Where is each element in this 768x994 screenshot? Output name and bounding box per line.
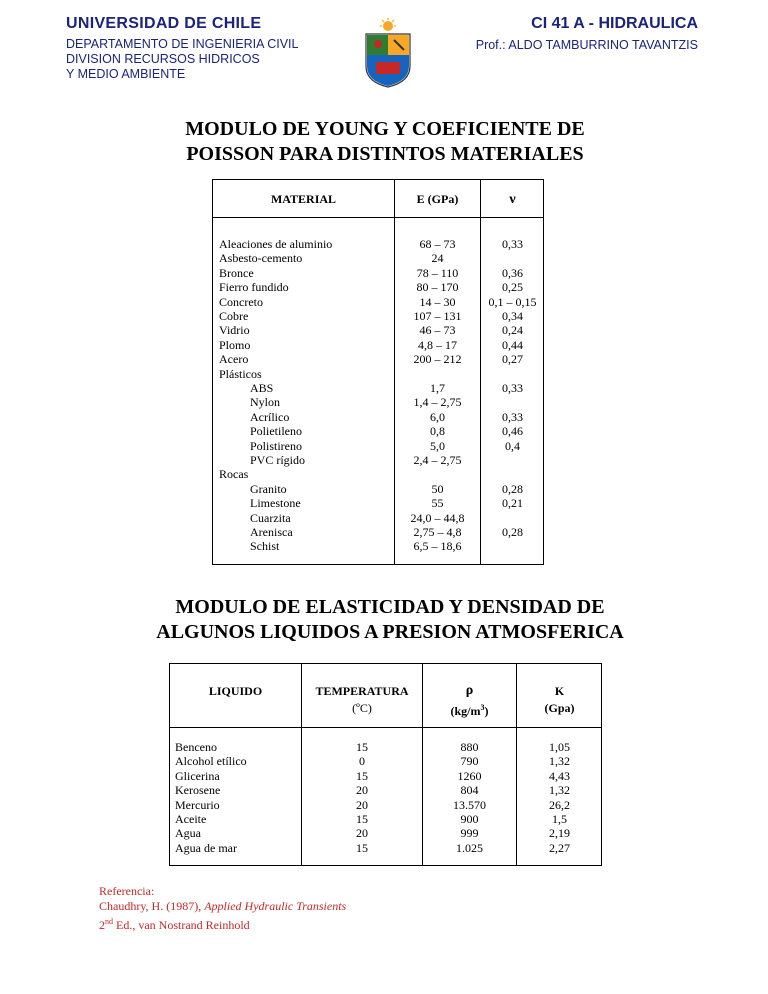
nu-cell: 0,4 (505, 438, 520, 453)
liquid-cell: Kerosene (175, 783, 221, 798)
liquid-cell: Benceno (175, 740, 217, 754)
reference-citation (99, 899, 346, 914)
temperature-unit: (ºC) (352, 701, 372, 715)
material-column-header: MATERIAL (270, 192, 337, 206)
density-cell: 13.570 (453, 797, 486, 812)
nu-cell: 0,25 (502, 280, 523, 295)
density-cell: 790 (460, 754, 479, 769)
nu-cell: 0,28 (502, 481, 523, 496)
bulk-modulus-cell: 1,05 (549, 740, 570, 754)
table1-title-line1: MODULO DE YOUNG Y COEFICIENTE DE (185, 118, 585, 140)
density-cell: 1.025 (456, 840, 483, 855)
material-cell: Arenisca (250, 525, 293, 539)
temperature-cell: 15 (356, 740, 368, 754)
header-divider (213, 217, 543, 218)
university-crest-icon (360, 18, 416, 88)
e-cell: 46 – 73 (419, 323, 456, 338)
temperature-label: TEMPERATURA (315, 684, 409, 698)
density-column-header (423, 684, 516, 718)
e-cell: 200 – 212 (413, 352, 462, 367)
e-cell: 4,8 – 17 (418, 337, 457, 352)
nu-cell: 0,33 (502, 237, 523, 251)
material-cell: Aleaciones de aluminio (219, 237, 333, 251)
material-cell: Plásticos (219, 366, 262, 381)
material-cell: Nylon (250, 395, 280, 410)
liquid-column-header: LIQUIDO (208, 684, 263, 698)
density-cell: 880 (460, 740, 479, 754)
material-cell: Asbesto-cemento (219, 251, 303, 266)
e-cell: 55 (431, 496, 444, 511)
density-cell: 804 (460, 783, 479, 798)
liquid-cell: Alcohol etílico (175, 754, 247, 769)
temperature-cell: 20 (356, 783, 368, 798)
temperature-cell: 20 (356, 797, 368, 812)
bulk-modulus-cell: 2,27 (549, 840, 570, 855)
reference-author: Chaudhry, H. (1987), (99, 899, 205, 913)
material-cell: Acrílico (250, 409, 290, 424)
material-cell: Rocas (219, 467, 249, 482)
bulk-modulus-cell: 2,19 (549, 826, 570, 841)
nu-cell: 0,46 (502, 424, 523, 439)
e-cell: 24 (431, 251, 444, 266)
nu-cell: 0,36 (502, 265, 523, 280)
reference-edition-number: 2 (99, 918, 105, 932)
nu-cell: 0,28 (502, 525, 523, 539)
reference-block (99, 884, 346, 933)
rho-symbol: ρ (465, 683, 474, 698)
table1-title (150, 117, 620, 167)
table2-title (110, 595, 670, 645)
bulk-modulus-column-header (517, 684, 602, 715)
nu-cell: 0,24 (502, 323, 523, 338)
table1-title-line2: POISSON PARA DISTINTOS MATERIALES (186, 143, 584, 165)
material-cell: PVC rígido (250, 453, 306, 467)
e-cell: 80 – 170 (416, 280, 459, 295)
density-cell: 1260 (457, 768, 482, 783)
material-cell: Schist (250, 539, 280, 554)
density-unit-base: (kg/m (450, 704, 481, 718)
density-unit-exponent: 3 (480, 703, 485, 712)
department-name: DEPARTAMENTO DE INGENIERIA CIVIL (66, 37, 299, 51)
nu-cell: 0,34 (502, 309, 523, 323)
liquid-cell: Agua (175, 826, 201, 841)
material-cell: Bronce (219, 265, 254, 280)
k-symbol: K (554, 684, 565, 698)
division-name-cont: Y MEDIO AMBIENTE (66, 67, 186, 81)
professor-name: Prof.: ALDO TAMBURRINO TAVANTZIS (475, 38, 698, 52)
nu-cell: 0,33 (502, 409, 523, 424)
bulk-modulus-cell: 4,43 (549, 768, 570, 783)
liquid-cell: Glicerina (175, 768, 220, 783)
bulk-modulus-cell: 1,32 (549, 783, 570, 798)
bulk-modulus-unit: (Gpa) (544, 701, 575, 715)
e-column-header: E (GPa) (416, 192, 459, 206)
material-cell: Fierro fundido (219, 280, 289, 295)
e-cell: 1,4 – 2,75 (413, 395, 462, 410)
e-cell: 78 – 110 (416, 265, 459, 280)
material-cell: Cuarzita (250, 510, 291, 525)
nu-cell: 0,21 (502, 496, 523, 511)
liquid-cell: Aceite (175, 812, 207, 826)
nu-cell: 0,1 – 0,15 (488, 294, 537, 309)
e-cell: 1,7 (430, 381, 445, 395)
material-cell: Vidrio (219, 323, 250, 338)
bulk-modulus-cell: 1,5 (552, 812, 567, 826)
density-unit (423, 701, 516, 718)
nu-column-header: ν (509, 192, 516, 207)
temperature-cell: 15 (356, 840, 368, 855)
liquid-cell: Mercurio (175, 797, 220, 812)
reference-publisher: Ed., van Nostrand Reinhold (113, 918, 250, 932)
temperature-cell: 20 (356, 826, 368, 841)
material-cell: Concreto (219, 294, 263, 309)
material-cell: Plomo (219, 337, 251, 352)
nu-cell: 0,44 (502, 337, 523, 352)
e-cell: 2,75 – 4,8 (413, 525, 462, 539)
material-cell: Cobre (219, 309, 249, 323)
reference-label: Referencia: (99, 884, 155, 898)
density-unit-close: ) (484, 704, 489, 718)
reference-edition (99, 914, 346, 933)
temperature-cell: 15 (356, 768, 368, 783)
e-cell: 68 – 73 (419, 237, 456, 251)
liquids-table (169, 663, 602, 866)
material-cell: Acero (219, 352, 249, 367)
division-name: DIVISION RECURSOS HIDRICOS (66, 52, 260, 66)
e-cell: 6,0 (430, 409, 445, 424)
course-code: CI 41 A - HIDRAULICA (531, 15, 698, 32)
e-cell: 24,0 – 44,8 (410, 510, 465, 525)
e-cell: 2,4 – 2,75 (413, 453, 462, 467)
density-cell: 900 (460, 812, 479, 826)
header-divider (170, 727, 601, 728)
bulk-modulus-cell: 26,2 (549, 797, 570, 812)
e-cell: 107 – 131 (413, 309, 462, 323)
material-cell: Limestone (250, 496, 301, 511)
material-cell: Polietileno (250, 424, 302, 439)
e-cell: 0,8 (430, 424, 445, 439)
temperature-column-header (302, 684, 422, 715)
reference-edition-suffix: nd (105, 917, 113, 926)
liquid-cell: Agua de mar (175, 840, 237, 855)
material-cell: ABS (250, 381, 274, 395)
temperature-cell: 0 (359, 754, 365, 769)
nu-cell: 0,33 (502, 381, 523, 395)
material-cell: Polistireno (250, 438, 303, 453)
e-cell: 50 (431, 481, 444, 496)
e-cell: 5,0 (430, 438, 445, 453)
university-name: UNIVERSIDAD DE CHILE (66, 15, 262, 32)
bulk-modulus-cell: 1,32 (549, 754, 570, 769)
e-cell: 14 – 30 (419, 294, 456, 309)
material-cell: Granito (250, 481, 287, 496)
table2-title-line2: ALGUNOS LIQUIDOS A PRESION ATMOSFERICA (156, 621, 624, 643)
density-cell: 999 (460, 826, 479, 841)
reference-book-title: Applied Hydraulic Transients (204, 899, 347, 913)
young-modulus-table (212, 179, 544, 565)
temperature-cell: 15 (356, 812, 368, 826)
e-cell: 6,5 – 18,6 (413, 539, 462, 554)
nu-cell: 0,27 (502, 352, 523, 367)
table2-title-line1: MODULO DE ELASTICIDAD Y DENSIDAD DE (175, 596, 605, 618)
